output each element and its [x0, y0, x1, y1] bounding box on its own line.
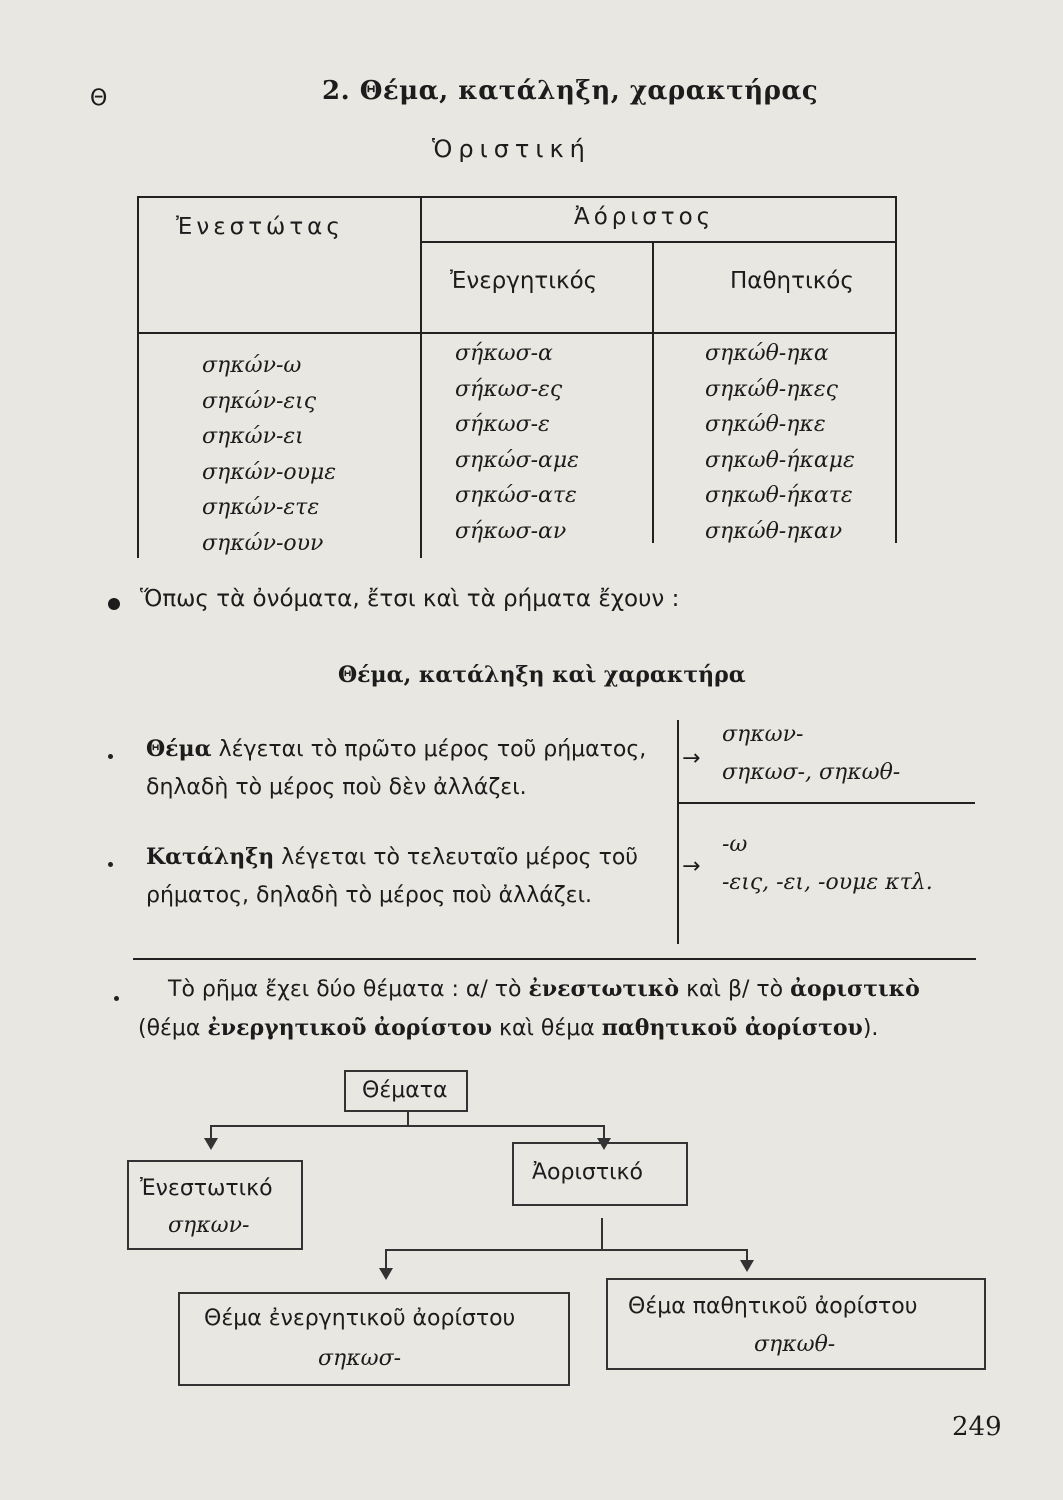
- intro-text: Ὅπως τὰ ὀνόματα, ἔτσι καὶ τὰ ρήματα ἔχουν :: [140, 586, 680, 612]
- table-right-border: [895, 196, 897, 543]
- bullet-icon: [108, 754, 113, 759]
- passive-form: σηκώθ-ηκα: [705, 341, 829, 366]
- paragraph-emphasis: παθητικοῦ ἀορίστου: [601, 1015, 863, 1041]
- active-form: σηκώσ-ατε: [455, 483, 577, 508]
- present-form: σηκών-εις: [202, 388, 317, 414]
- tree-connector: [210, 1125, 212, 1139]
- arrow-right-icon: →: [682, 854, 701, 879]
- present-form: σηκών-ει: [202, 424, 304, 449]
- section-title: Θέμα, κατάληξη καὶ χαρακτήρα: [338, 662, 746, 688]
- present-form: σηκών-ω: [202, 353, 302, 378]
- theme-text: λέγεται τὸ πρῶτο μέρος τοῦ ρήματος, δηλαδὴ τὸ μέρος ποὺ δὲν ἀλλάζει.: [146, 737, 647, 800]
- tree-root-label: Θέματα: [362, 1078, 448, 1103]
- present-form: σηκών-ουμε: [202, 459, 337, 485]
- paragraph-text: καὶ β/ τὸ: [679, 977, 791, 1002]
- header-present: Ἐνεστώτας: [176, 214, 344, 240]
- table-left-border: [137, 196, 139, 558]
- page-number: 249: [952, 1412, 1002, 1442]
- header-aorist: Ἀόριστος: [574, 204, 715, 230]
- active-form: σήκωσ-ες: [455, 376, 563, 402]
- bullet-icon: [108, 862, 113, 867]
- tree-connector: [407, 1112, 409, 1126]
- tree-connector: [385, 1249, 387, 1269]
- tree-active-stem: σηκωσ-: [318, 1346, 402, 1371]
- tree-connector: [385, 1249, 748, 1251]
- arrow-down-icon: [379, 1268, 393, 1280]
- paragraph-emphasis: ἐνεργητικοῦ ἀορίστου: [207, 1015, 492, 1041]
- active-form: σήκωσ-ε: [455, 412, 550, 437]
- passive-form: σηκώθ-ηκαν: [705, 518, 843, 544]
- arrow-down-icon: [204, 1138, 218, 1150]
- tree-active-label: Θέμα ἐνεργητικοῦ ἀορίστου: [204, 1306, 516, 1331]
- active-form: σήκωσ-α: [455, 341, 553, 366]
- table-header-bottom: [137, 332, 897, 334]
- paragraph-text: καὶ θέμα: [491, 1016, 602, 1041]
- passive-form: σηκωθ-ήκαμε: [705, 447, 855, 473]
- paragraph-text: (θέμα: [138, 1016, 208, 1041]
- paragraph-text: Τὸ ρῆμα ἔχει δύο θέματα : α/ τὸ: [168, 977, 529, 1002]
- stems-paragraph: [138, 970, 988, 1048]
- ending-example-1: -ω: [722, 832, 748, 857]
- bullet-icon: [108, 598, 120, 610]
- tree-connector: [601, 1218, 603, 1250]
- paragraph-emphasis: ἐνεστωτικὸ: [528, 976, 680, 1002]
- tree-connector: [210, 1125, 604, 1127]
- tree-connector: [603, 1125, 605, 1139]
- ending-definition: [146, 838, 651, 915]
- table-aorist-divider: [420, 241, 897, 243]
- table-caption: Ὁριστική: [432, 135, 591, 163]
- theme-term: Θέμα: [146, 736, 212, 762]
- bullet-icon: [114, 996, 119, 1001]
- arrow-right-icon: →: [682, 746, 701, 771]
- paragraph-text: ).: [862, 1016, 879, 1041]
- tree-passive-label: Θέμα παθητικοῦ ἀορίστου: [628, 1294, 918, 1319]
- section-marker: Θ: [90, 86, 108, 111]
- page-title: 2. Θέμα, κατάληξη, χαρακτήρας: [322, 76, 819, 106]
- definitions-bottom-rule: [133, 958, 976, 960]
- arrow-down-icon: [740, 1260, 754, 1272]
- definitions-divider-v: [677, 720, 679, 944]
- present-forms: [202, 348, 336, 561]
- tree-aorist-label: Ἀοριστικό: [532, 1160, 643, 1185]
- ending-text: λέγεται τὸ τελευταῖο μέρος τοῦ ρήματος, δηλαδὴ τὸ μέρος ποὺ ἀλλάζει.: [146, 845, 639, 908]
- passive-form: σηκώθ-ηκες: [705, 376, 838, 402]
- active-aorist-forms: [455, 336, 579, 549]
- tree-present-label: Ἐνεστωτικό: [140, 1176, 273, 1201]
- theme-example-2: σηκωσ-, σηκωθ-: [722, 760, 901, 785]
- tree-passive-stem: σηκωθ-: [754, 1332, 836, 1357]
- ending-example-2: -εις, -ει, -ουμε κτλ.: [722, 870, 933, 895]
- passive-form: σηκωθ-ήκατε: [705, 483, 853, 508]
- passive-form: σηκώθ-ηκε: [705, 412, 826, 437]
- table-col-divider-1: [420, 196, 422, 558]
- table-col-divider-2: [652, 241, 654, 543]
- active-form: σήκωσ-αν: [455, 518, 567, 544]
- active-form: σηκώσ-αμε: [455, 447, 579, 473]
- ending-term: Κατάληξη: [146, 844, 275, 870]
- theme-definition: [146, 730, 651, 807]
- paragraph-emphasis: ἀοριστικὸ: [790, 976, 920, 1002]
- tree-present-stem: σηκων-: [168, 1213, 250, 1238]
- header-active: Ἐνεργητικός: [450, 268, 598, 294]
- present-form: σηκών-ετε: [202, 495, 320, 520]
- theme-example-1: σηκων-: [722, 722, 804, 747]
- header-passive: Παθητικός: [730, 268, 854, 294]
- table-top-border: [137, 196, 897, 198]
- passive-aorist-forms: [705, 336, 855, 549]
- present-form: σηκών-ουν: [202, 530, 324, 556]
- definitions-divider-h: [677, 802, 975, 804]
